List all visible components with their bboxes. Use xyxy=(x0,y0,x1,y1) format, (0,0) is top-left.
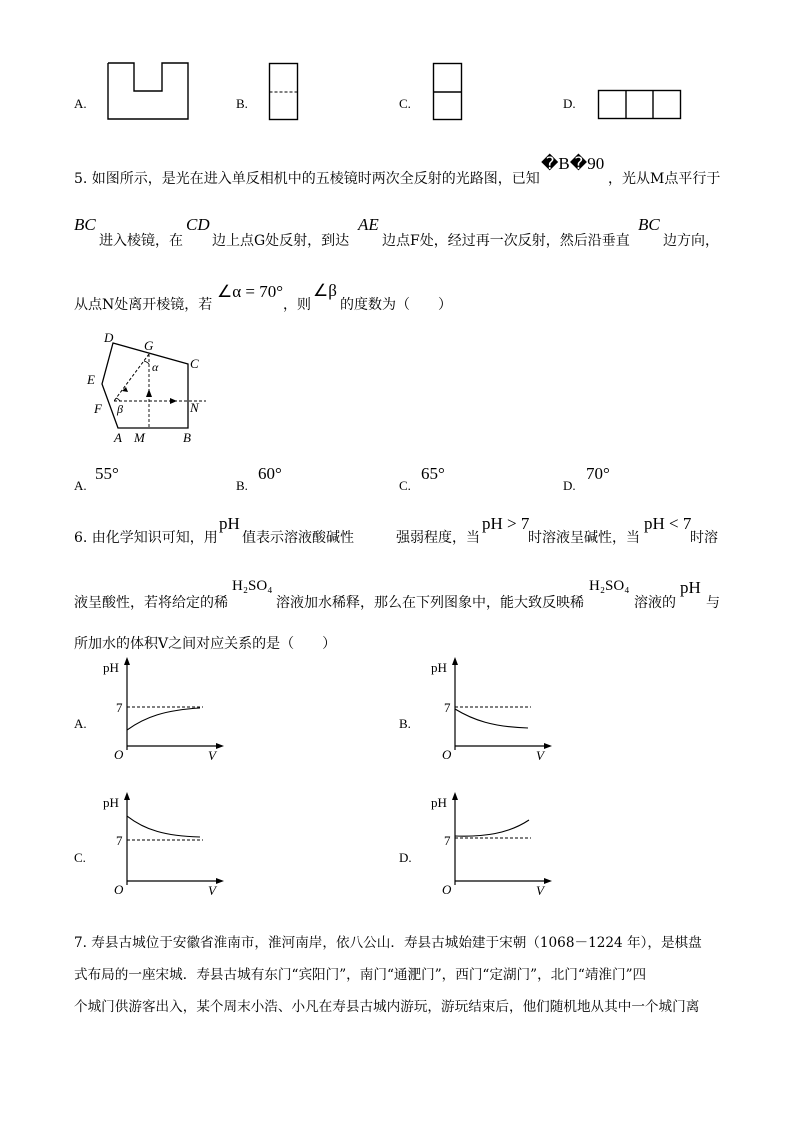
q5-math-bc: BC xyxy=(74,215,96,234)
q5-text-line3b: ，则 xyxy=(283,297,311,313)
q6-h2so4-2: H₂SO₄ xyxy=(589,578,630,594)
q5-label-beta: β xyxy=(117,402,123,416)
q6-graph-a-ref: 7 xyxy=(116,700,123,715)
q6-graph-c-letter: C. xyxy=(74,850,86,865)
q6-text-line1d: 时溶液呈碱性，当 xyxy=(528,530,640,546)
q6-graph-d-ylabel: pH xyxy=(431,795,447,810)
q6-graph-d-letter: D. xyxy=(399,850,412,865)
q5-text-line2a: 进入棱镜，在 xyxy=(99,233,183,249)
q5-text-line2c: 边点F处，经过再一次反射，然后沿垂直 xyxy=(382,233,630,249)
q5-alpha-equation: ∠α = 70° xyxy=(217,282,284,301)
q6-ph-lt-7: pH < 7 xyxy=(644,514,692,533)
q6-text-line2c: 溶液的 xyxy=(634,595,676,611)
q5-option-c-letter: C. xyxy=(399,478,411,493)
q5-label-e: E xyxy=(87,372,95,387)
q5-text-line2b: 边上点G处反射，到达 xyxy=(212,233,350,249)
q5-option-c-value: 65° xyxy=(421,464,445,483)
q6-text-line2a: 液呈酸性，若将给定的稀 xyxy=(74,595,228,611)
q5-label-g: G xyxy=(144,338,154,353)
q6-graph-d xyxy=(428,790,553,898)
q5-option-b-letter: B. xyxy=(236,478,248,493)
q6-ph-2: pH xyxy=(680,578,701,597)
q6-ph-gt-7: pH > 7 xyxy=(482,514,530,533)
q5-label-alpha: α xyxy=(152,360,159,374)
q6-graph-b-letter: B. xyxy=(399,716,411,731)
q5-option-d-value: 70° xyxy=(586,464,610,483)
q5-text-line3c: 的度数为（ ） xyxy=(340,297,452,313)
q6-graph-c-ref: 7 xyxy=(116,833,123,848)
q6-graph-a xyxy=(100,655,225,763)
q6-text-line1b: 值表示溶液酸碱性 xyxy=(242,530,354,546)
q5-label-d: D xyxy=(104,330,114,345)
q5-text-line3a: 从点N处离开棱镜，若 xyxy=(74,297,213,313)
q6-graph-b-origin: O xyxy=(442,747,452,762)
q6-graph-c-ylabel: pH xyxy=(103,795,119,810)
q7-text-line2: 式布局的一座宋城．寿县古城有东门“宾阳门”，南门“通淝门”，西门“定湖门”，北门“靖淮门”四 xyxy=(74,967,647,983)
q5-text-line1a: 5. 如图所示，是光在进入单反相机中的五棱镜时两次全反射的光路图，已知 xyxy=(74,171,540,187)
q6-text-line1a: 6. 由化学知识可知，用 xyxy=(74,530,218,546)
q6-h2so4-1: H₂SO₄ xyxy=(232,578,273,594)
q5-label-n: N xyxy=(190,400,199,415)
q6-graph-a-letter: A. xyxy=(74,716,87,731)
q6-graph-b-xlabel: V xyxy=(536,748,544,763)
q5-text-line2d: 边方向， xyxy=(663,233,719,249)
q6-graph-d-ref: 7 xyxy=(444,833,451,848)
q4-option-a-label: A. xyxy=(74,96,87,111)
q4-option-b-label: B. xyxy=(236,96,248,111)
q6-graph-c xyxy=(100,790,225,898)
q6-text-line1c: 强弱程度，当 xyxy=(396,530,480,546)
q4-option-b-figure xyxy=(268,62,300,122)
q6-graph-a-xlabel: V xyxy=(208,748,216,763)
q5-math-cd: CD xyxy=(186,215,210,234)
q6-graph-d-origin: O xyxy=(442,882,452,897)
q4-option-d-figure xyxy=(597,89,683,121)
q5-option-a-letter: A. xyxy=(74,478,87,493)
q5-garbled-formula: �B�90 xyxy=(541,154,605,173)
q4-option-d-label: D. xyxy=(563,96,576,111)
q4-option-c-label: C. xyxy=(399,96,411,111)
q6-text-line1e: 时溶 xyxy=(690,530,718,546)
q5-option-b-value: 60° xyxy=(258,464,282,483)
q6-graph-b-ref: 7 xyxy=(444,700,451,715)
q5-option-a-value: 55° xyxy=(95,464,119,483)
q5-label-f: F xyxy=(94,401,102,416)
q6-text-line3: 所加水的体积V之间对应关系的是（ ） xyxy=(74,636,337,652)
q6-graph-a-origin: O xyxy=(114,747,124,762)
q7-text-line1: 7. 寿县古城位于安徽省淮南市，淮河南岸，依八公山．寿县古城始建于宋朝（1068－1224 年），是棋盘 xyxy=(74,935,702,951)
q5-label-c: C xyxy=(190,356,199,371)
q5-beta: ∠β xyxy=(313,281,337,300)
q5-pentaprism-figure xyxy=(82,326,216,446)
q6-graph-b xyxy=(428,655,553,763)
q6-graph-c-xlabel: V xyxy=(208,883,216,898)
q5-option-d-letter: D. xyxy=(563,478,576,493)
q5-text-line1b: ，光从M点平行于 xyxy=(608,171,721,187)
q5-label-a: A xyxy=(114,430,122,445)
q4-option-c-figure xyxy=(432,62,464,122)
q6-text-line2b: 溶液加水稀释，那么在下列图象中，能大致反映稀 xyxy=(276,595,584,611)
q6-ph-1: pH xyxy=(219,514,240,533)
q7-text-line3: 个城门供游客出入，某个周末小浩、小凡在寿县古城内游玩，游玩结束后，他们随机地从其中一个城门离 xyxy=(74,999,700,1015)
q6-graph-d-xlabel: V xyxy=(536,883,544,898)
q6-graph-b-ylabel: pH xyxy=(431,660,447,675)
q5-math-bc2: BC xyxy=(638,215,660,234)
q6-graph-c-origin: O xyxy=(114,882,124,897)
q5-label-b: B xyxy=(183,430,191,445)
q5-math-ae: AE xyxy=(358,215,379,234)
q6-text-line2d: 与 xyxy=(706,595,720,611)
q6-graph-a-ylabel: pH xyxy=(103,660,119,675)
q4-option-a-figure xyxy=(106,61,190,121)
q5-label-m: M xyxy=(134,430,145,445)
